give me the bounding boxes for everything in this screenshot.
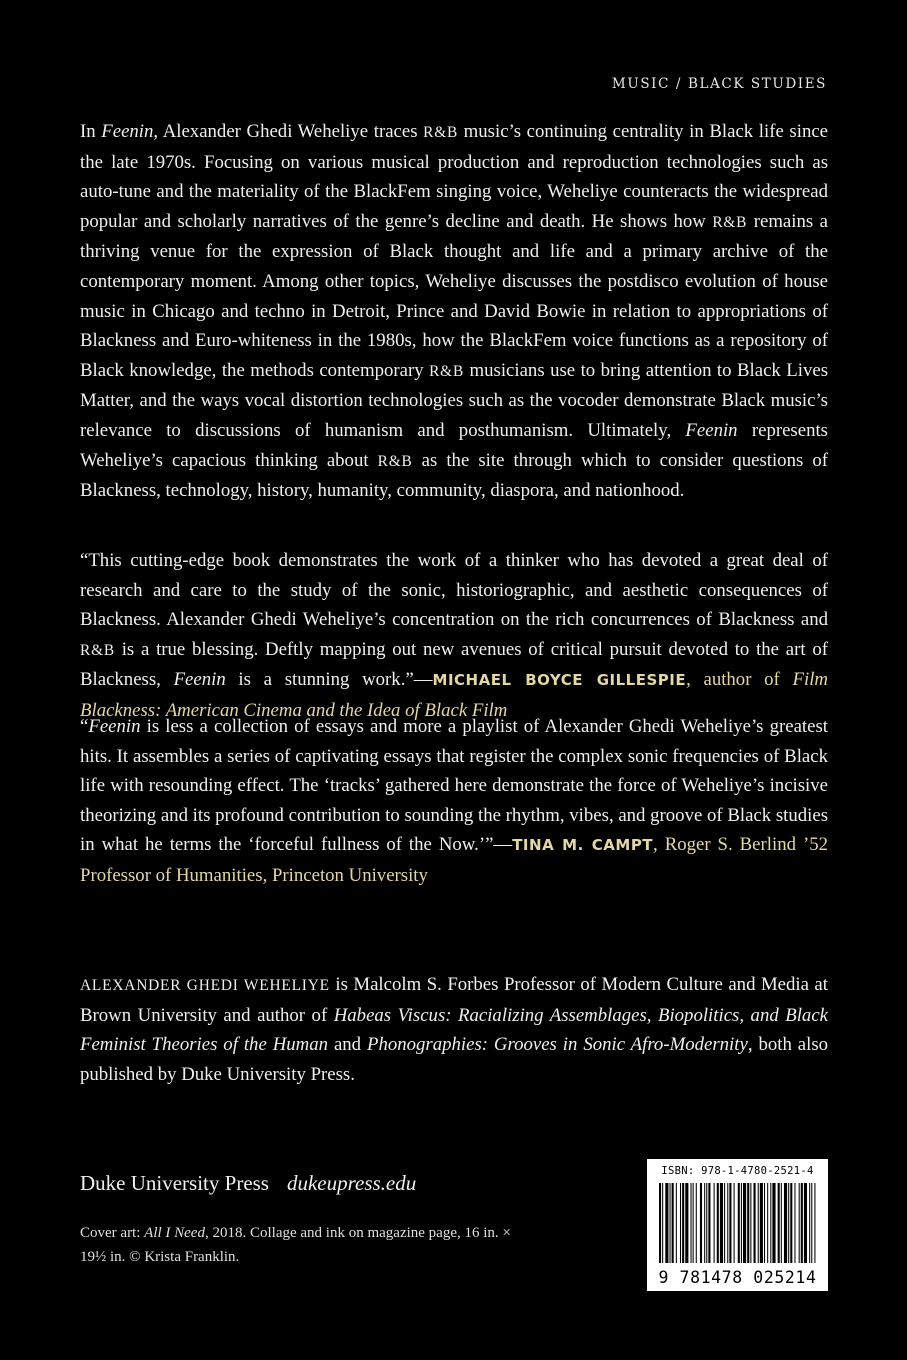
- blurb-paragraph: [80, 712, 828, 891]
- barcode-bar: [743, 1183, 746, 1263]
- barcode-bar: [691, 1183, 692, 1263]
- description-text: , Alexander Ghedi Weheliye traces: [153, 121, 424, 142]
- barcode-bar: [704, 1183, 705, 1263]
- barcode-bar: [693, 1183, 694, 1263]
- barcode-bar: [770, 1183, 771, 1263]
- description-text: remains a thriving venue for the expression of Black thought and life and a primary archive of the contemporary moment. Among other topics, Weheliye discusses the postdisco evolution of house music in Chicago and techno in Detroit, Prince and David Bowie in relation to appropriations of Blackness and Euro-whiteness in the 1980s, how the BlackFem voice functions as a repository of Black knowledge, the methods contemporary: [80, 210, 828, 381]
- bio-paragraph: [80, 970, 828, 1089]
- credit-details: , 2018. Collage and ink on magazine page, 16 in. × 19½ in. © Krista Franklin.: [80, 1225, 511, 1265]
- barcode-bar: [724, 1183, 725, 1263]
- description-text: music’s continuing centrality in Black life since the late 1970s. Focusing on various musical production and reproduction technologies such as auto-tune and the materiality of the BlackFem singing voice, Weheliye counteracts the widespread popular and scholarly narratives of the genre’s decline and death. He shows how: [80, 121, 829, 232]
- barcode-bar: [809, 1183, 810, 1263]
- barcode-bar: [750, 1183, 751, 1263]
- barcode-bar: [804, 1183, 807, 1263]
- barcode-bars: [659, 1183, 816, 1263]
- description-text: represents Weheliye’s capacious thinking about: [80, 419, 828, 471]
- isbn-barcode: [647, 1159, 828, 1291]
- barcode-bar: [680, 1183, 681, 1263]
- barcode-bar: [738, 1183, 740, 1263]
- barcode-bar: [767, 1183, 768, 1263]
- barcode-bar: [790, 1183, 792, 1263]
- barcode-bar: [772, 1183, 775, 1263]
- barcode-bar: [741, 1183, 742, 1263]
- artwork-title: All I Need: [144, 1225, 205, 1241]
- attribution-book-title: Film Blackness: American Cinema and the Idea of Black Film: [80, 669, 828, 721]
- bio-text: , both also published by Duke University Press.: [80, 1034, 829, 1085]
- barcode-bar: [729, 1183, 731, 1263]
- barcode-bar: [665, 1183, 668, 1263]
- book-title: Feenin: [101, 121, 154, 142]
- barcode-bar: [676, 1183, 677, 1263]
- quote-mark: “: [80, 716, 89, 737]
- barcode-bar: [706, 1183, 707, 1263]
- barcode-bar: [720, 1183, 723, 1263]
- barcode-bar: [764, 1183, 765, 1263]
- barcode-bar: [784, 1183, 787, 1263]
- barcode-bar: [794, 1183, 795, 1263]
- description-text: as the site through which to consider questions of Blackness, technology, history, humanity, community, diaspora, and nationhood.: [80, 449, 828, 502]
- barcode-bar: [717, 1183, 719, 1263]
- blurb-text: “This cutting-edge book demonstrates the work of a thinker who has devoted a great deal of research and care to the study of the sonic, historiographic, and aesthetic consequences of Blackness. Alexander Ghedi Weheliye’s concentration on the rich concurrences of Blackness and: [80, 550, 828, 631]
- barcode-bar: [778, 1183, 780, 1263]
- bio-text: is Malcolm S. Forbes Professor of Modern Culture and Media at Brown University and author of: [80, 974, 828, 1026]
- publisher-website: dukeupress.edu: [286, 1171, 417, 1195]
- bio-book-title: Habeas Viscus: Racializing Assemblages, Biopolitics, and Black Feminist Theories of the Human: [80, 1004, 828, 1056]
- description-text: musicians use to bring attention to Black Lives Matter, and the ways vocal distortion technologies such as the vocoder demonstrate Black music’s relevance to discussions of humanism and posthumanism. Ultimately,: [80, 359, 828, 441]
- author-name: ALEXANDER GHEDI WEHELIYE: [80, 977, 330, 994]
- isbn-digits: 9 781478 025214: [658, 1268, 817, 1287]
- blurb-attribution: , Roger S. Berlind ’52 Professor of Humanities, Princeton University: [80, 834, 828, 886]
- genre-abbrev: R&B: [377, 452, 413, 470]
- blurb-gillespie: [80, 546, 828, 726]
- cover-art-credit: [80, 1221, 520, 1269]
- attribution-text: , author of: [686, 669, 793, 691]
- barcode-bar: [801, 1183, 803, 1263]
- barcode-bar: [685, 1183, 688, 1263]
- barcode-bar: [788, 1183, 789, 1263]
- genre-abbrev: R&B: [712, 213, 748, 231]
- barcode-bar: [670, 1183, 671, 1263]
- author-bio: [80, 970, 828, 1089]
- book-description: [80, 117, 828, 506]
- book-title: Feenin: [88, 716, 141, 737]
- blurb-author-name: MICHAEL BOYCE GILLESPIE: [432, 671, 687, 690]
- barcode-bar: [758, 1183, 759, 1263]
- description-paragraph: [80, 117, 828, 506]
- barcode-bar: [760, 1183, 763, 1263]
- publisher-name: Duke University Press: [80, 1171, 269, 1195]
- barcode-bar: [672, 1183, 674, 1263]
- genre-abbrev: R&B: [80, 641, 115, 659]
- blurb-text: is a true blessing. Deftly mapping out new avenues of critical pursuit devoted to the art of Blackness,: [80, 638, 828, 691]
- blurb-author-name: TINA M. CAMPT: [512, 836, 654, 855]
- barcode-bar: [708, 1183, 710, 1263]
- description-text: In: [80, 121, 102, 142]
- bio-book-title: Phonographies: Grooves in Sonic Afro-Modernity: [366, 1034, 748, 1056]
- genre-abbrev: R&B: [423, 124, 459, 141]
- barcode-bar: [727, 1183, 728, 1263]
- publisher-line: [80, 1171, 416, 1196]
- category-label: MUSIC / BLACK STUDIES: [611, 76, 827, 92]
- barcode-bar: [754, 1183, 756, 1263]
- barcode-bar: [814, 1183, 815, 1263]
- blurb-campt: [80, 712, 828, 891]
- barcode-bar: [700, 1183, 702, 1263]
- isbn-label: ISBN: 978-1-4780-2521-4: [661, 1165, 814, 1177]
- book-title: Feenin: [173, 669, 226, 691]
- barcode-bar: [799, 1183, 800, 1263]
- barcode-bar: [682, 1183, 684, 1263]
- book-title: Feenin: [685, 419, 738, 441]
- genre-abbrev: R&B: [429, 362, 465, 380]
- barcode-bar: [734, 1183, 735, 1263]
- bio-text: and: [328, 1034, 367, 1056]
- barcode-bar: [659, 1183, 661, 1263]
- barcode-bar: [781, 1183, 782, 1263]
- barcode-bar: [696, 1183, 697, 1263]
- barcode-bar: [747, 1183, 749, 1263]
- barcode-bar: [811, 1183, 812, 1263]
- barcode-bar: [714, 1183, 715, 1263]
- credit-label: Cover art:: [80, 1225, 145, 1241]
- blurb-paragraph: [80, 546, 828, 726]
- barcode-bar: [662, 1183, 663, 1263]
- blurb-text: is a stunning work.”—: [225, 669, 433, 691]
- blurb-text: is less a collection of essays and more a playlist of Alexander Ghedi Weheliye’s greatest hits. It assembles a series of captivating essays that register the complex sonic frequencies of Black life with resounding effect. The ‘tracks’ gathered here demonstrate the force of Weheliye’s incisive theorizing and its profound contribution to sounding the rhythm, vibes, and groove of Black studies in what he terms the ‘forceful fullness of the Now.’”—: [80, 716, 829, 856]
